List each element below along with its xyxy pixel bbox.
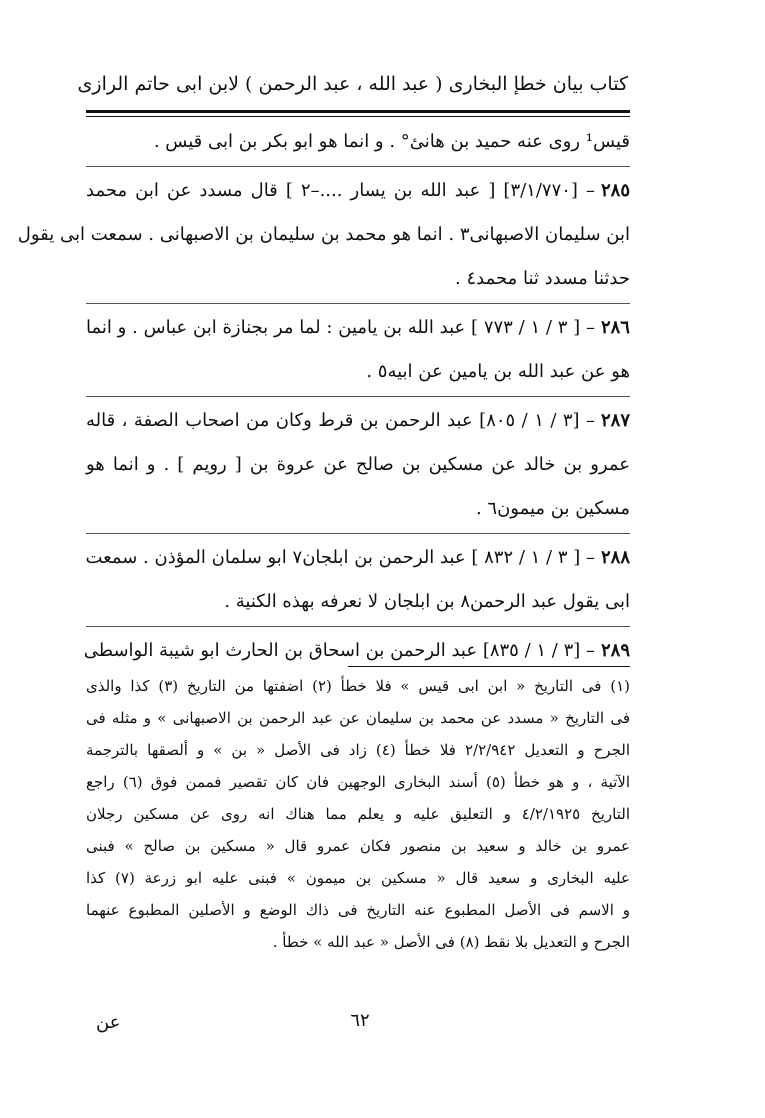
entry-286: [86, 306, 630, 394]
entry-line: ٢٨٨– [ ٣ / ١ / ٨٣٢ ] عبد الرحمن بن ابلجان٧ ابو سلمان المؤذن . سمعت: [85, 547, 630, 568]
entry-continuation: [86, 120, 630, 164]
running-header: كتاب بيان خطإ البخارى ( عبد الله ، عبد الرحمن ) لابن ابى حاتم الرازى: [77, 73, 628, 95]
entry-line: ٢٨٧– [٣ / ١ / ٨٠٥] عبد الرحمن بن قرط وكان من اصحاب الصفة ، قاله: [86, 410, 631, 431]
footnote-line: عليه البخارى و سعيد قال « مسكين بن ميمون » فبنى عليه ابو زرعة (٧) كذا: [86, 869, 630, 887]
entry-287: [86, 399, 630, 531]
entry-separator: [86, 626, 630, 627]
footnote-line: عمرو بن خالد و سعيد بن منصور فكان عمرو قال « مسكين بن صالح » فبنى: [86, 837, 630, 855]
catchword: عن: [96, 1012, 121, 1033]
footnotes: [86, 670, 630, 958]
entry-line: ٢٨٦– [ ٣ / ١ / ٧٧٣ ] عبد الله بن يامين : لما مر بجنازة ابن عباس . و انما: [86, 317, 630, 338]
entry-line: حدثنا مسدد ثنا محمد٤ .: [455, 268, 630, 289]
entry-separator: [86, 303, 630, 304]
footnote-line: التاريخ ٤/٢/١٩٢٥ و التعليق عليه و يعلم مما هناك انه روى عن مسكين رجلان: [86, 805, 630, 823]
entry-separator: [86, 166, 630, 167]
entry-number: ٢٨٥: [601, 180, 631, 201]
footnote-line: الجرح و التعديل ٢/٢/٩٤٢ فلا خطأ (٤) زاد فى الأصل « بن » و ألصقها بالترجمة: [86, 741, 630, 759]
header-rule: [86, 110, 630, 113]
entry-285: [17, 169, 631, 301]
entry-number: ٢٨٦: [600, 317, 630, 338]
footnote-line: الآتية ، و هو خطأ (٥) أسند البخارى الوجهين فان كان تقصير فممن فوق (٦) راجع: [86, 773, 630, 791]
header-rule-thin: [86, 116, 630, 117]
footnote-line: (١) فى التاريخ « ابن ابى قيس » فلا خطأ (٢) اضفتها من التاريخ (٣) كذا والذى: [86, 677, 631, 695]
entry-line: عمرو بن خالد عن مسكين بن صالح عن عروة بن [ رويم ] . و انما هو: [86, 454, 630, 475]
footnote-line: و الاسم فى الأصل المطبوع عنه التاريخ فى ذاك الوضع و الأصلين المطبوع عنهما: [86, 901, 630, 919]
entry-line: مسكين بن ميمون٦ .: [475, 498, 630, 519]
entry-line: ٢٨٥– [٣/١/٧٧٠] [ عبد الله بن يسار ....–٢ ] قال مسدد عن ابن محمد: [86, 180, 631, 201]
entry-line: قيس¹ روى عنه حميد بن هانئ° . و انما هو ابو بكر بن ابى قيس .: [153, 131, 630, 152]
footnote-line: فى التاريخ « مسدد عن محمد بن سليمان عن عبد الرحمن بن الاصبهانى » و مثله فى: [86, 709, 630, 727]
entry-separator: [86, 396, 630, 397]
page-number: ٦٢: [350, 1010, 370, 1031]
entry-line: ابى يقول عبد الرحمن٨ بن ابلجان لا نعرفه بهذه الكنية .: [224, 591, 630, 612]
entry-line: ٢٨٩– [٣ / ١ / ٨٣٥] عبد الرحمن بن اسحاق بن الحارث ابو شيبة الواسطى: [83, 640, 630, 661]
entry-number: ٢٨٧: [601, 410, 631, 431]
entry-separator: [86, 533, 630, 534]
entries-body: [17, 120, 631, 673]
footnote-rule: [348, 666, 630, 667]
entry-line: ابن سليمان الاصبهانى٣ . انما هو محمد بن سليمان بن الاصبهانى . سمعت ابى يقول: [17, 224, 630, 245]
entry-288: [86, 536, 630, 624]
entry-number: ٢٨٨: [600, 547, 630, 568]
entry-line: هو عن عبد الله بن يامين عن ابيه٥ .: [366, 361, 630, 382]
footnote-line: الجرح و التعديل بلا نقط (٨) فى الأصل « عبد الله » خطأ .: [272, 933, 630, 951]
entry-number: ٢٨٩: [600, 640, 630, 661]
